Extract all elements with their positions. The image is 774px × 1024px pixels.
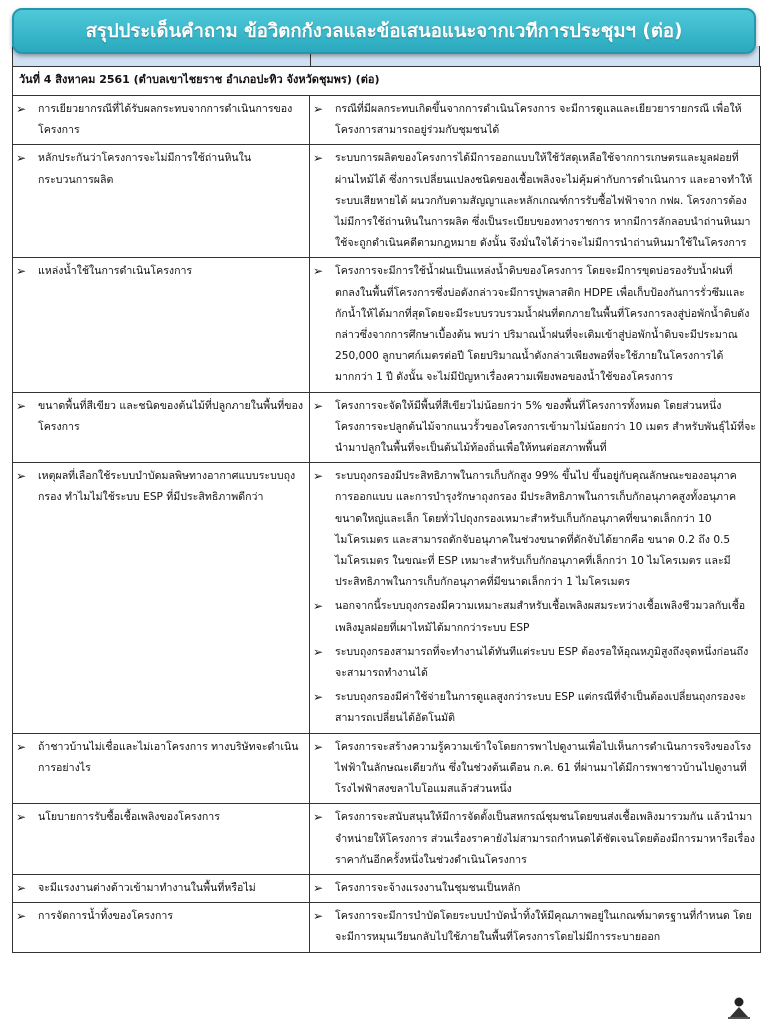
- answer-item: [310, 804, 760, 874]
- answer-cell: [310, 804, 761, 875]
- arrow-bullet-icon: ➢: [16, 469, 27, 484]
- question-cell: [13, 903, 310, 952]
- answer-item: [310, 393, 760, 463]
- answer-text: โครงการจะมีการใช้น้ำฝนเป็นแหล่งน้ำดิบของโครงการ โดยจะมีการขุดบ่อรองรับน้ำฝนที่ตกลงในพื้นที่โครงการซึ่งบ่อดังกล่าวจะมีการปูพลาสติก HDPE เพื่อเก็บป้องกันการรั่วซึมและกักน้ำให้ได้มากที่สุดโดยจะมีระบบรวบรวมน้ำฝนที่ตกภายในพื้นที่โครงการลงสู่บ่อพักน้ำดิบดังกล่าวซึ่งจากการศึกษาเบื้องต้น พบว่า ปริมาณน้ำฝนที่จะเติมเข้าสู่บ่อพักน้ำดิบจะมีประมาณ 250,000 ลูกบาศก์เมตรต่อปี โดยปริมาณน้ำดังกล่าวเพียงพอที่จะใช้ภายในโครงการได้มากกว่า 1 ปี ดังนั้น จะไม่มีปัญหาเรื่องความเพียงพอของน้ำใช้ของโครงการ: [335, 265, 750, 384]
- answer-item: [310, 734, 760, 804]
- answer-text: โครงการจะสร้างความรู้ความเข้าใจโดยการพาไปดูงานเพื่อไปเห็นการดำเนินการจริงของโรงไฟฟ้าในลักษณะเดียวกัน ซึ่งในช่วงต้นเดือน ก.ค. 61 ที่ผ่านมาได้มีการพาชาวบ้านไปดูงานที่โรงไฟฟ้าสงขลาไบโอแมสแล้วส่วนหนึ่ง: [335, 740, 752, 796]
- answer-text: โครงการจะสนับสนุนให้มีการจัดตั้งเป็นสหกรณ์ชุมชนโดยขนส่งเชื้อเพลิงมารวมกัน แล้วนำมาจำหน่ายให้โครงการ ส่วนเรื่องราคายังไม่สามารถกำหนดได้ชัดเจนโดยต้องมีการมาหารือเรื่องราคากันอีกครั้งหนึ่งในช่วงดำเนินโครงการ: [335, 811, 755, 866]
- question-cell: [13, 392, 310, 463]
- answer-text: ระบบการผลิตของโครงการได้มีการออกแบบให้ใช้วัสดุเหลือใช้จากการเกษตรและมูลฝอยที่ผ่านไหม้ได้ ซึ่งการเปลี่ยนแปลงชนิดของเชื้อเพลิงจะไม่คุ้มค่ากับการดำเนินการ และอาจทำให้ระบบเสียหายได้ ผนวกกับตามสัญญาและหลักเกณฑ์การรับซื้อไฟฟ้าจาก กฟผ. โครงการต้องไม่มีการใช้ถ่านหินในการผลิต ซึ่งเป็นระเบียบของทางราชการ หากมีการลักลอบนำถ่านหินมาใช้จะถูกดำเนินคดีตามกฎหมาย ดังนั้น จึงมั่นใจได้ว่าจะไม่มีการนำถ่านหินมาใช้ในโครงการ: [335, 152, 753, 250]
- answer-item: [310, 687, 760, 732]
- answer-cell: [310, 463, 761, 733]
- arrow-bullet-icon: ➢: [313, 880, 324, 895]
- question-cell: [13, 145, 310, 258]
- table-row: [13, 392, 761, 463]
- question-text: เหตุผลที่เลือกใช้ระบบบำบัดมลพิษทางอากาศแบบระบบถุงกรอง ทำไมไม่ใช้ระบบ ESP ที่มีประสิทธิภาพดีกว่า: [38, 470, 296, 504]
- arrow-bullet-icon: ➢: [313, 739, 324, 754]
- arrow-bullet-icon: ➢: [16, 151, 27, 166]
- question-cell: [13, 96, 310, 145]
- question-cell: [13, 804, 310, 875]
- arrow-bullet-icon: ➢: [16, 909, 27, 924]
- question-text: แหล่งน้ำใช้ในการดำเนินโครงการ: [38, 265, 193, 278]
- table-row: [13, 258, 761, 392]
- title-banner: [12, 8, 756, 54]
- table-row: [13, 733, 761, 804]
- answer-text: ระบบถุงกรองมีค่าใช้จ่ายในการดูแลสูงกว่าระบบ ESP แต่กรณีที่จำเป็นต้องเปลี่ยนถุงกรองจะสามารถเปลี่ยนได้อัตโนมัติ: [335, 691, 746, 725]
- answer-text: ระบบถุงกรองสามารถที่จะทำงานได้ทันทีแต่ระบบ ESP ต้องรอให้อุณหภูมิสูงถึงจุดหนึ่งก่อนถึงจะสามารถทำงานได้: [335, 645, 749, 680]
- table-row: [13, 463, 761, 733]
- question-text: ขนาดพื้นที่สีเขียว และชนิดของต้นไม้ที่ปลูกภายในพื้นที่ของโครงการ: [38, 399, 304, 433]
- answer-cell: [310, 392, 761, 463]
- table-row: [13, 96, 761, 145]
- question-cell: [13, 874, 310, 902]
- question-text: จะมีแรงงานต่างด้าวเข้ามาทำงานในพื้นที่หรือไม่: [38, 881, 256, 894]
- section-row: [13, 67, 761, 96]
- answer-item: [310, 145, 760, 257]
- arrow-bullet-icon: ➢: [313, 469, 324, 484]
- company-logo-icon: [726, 996, 752, 1020]
- answer-cell: [310, 258, 761, 392]
- answer-item: [310, 903, 760, 951]
- arrow-bullet-icon: ➢: [313, 909, 324, 924]
- arrow-bullet-icon: ➢: [16, 102, 27, 116]
- arrow-bullet-icon: ➢: [313, 398, 324, 413]
- answer-item: [310, 596, 760, 641]
- question-cell: [13, 463, 310, 733]
- answer-cell: [310, 874, 761, 902]
- answer-text: โครงการจะมีการบำบัดโดยระบบบำบัดน้ำทิ้งให้มีคุณภาพอยู่ในเกณฑ์มาตรฐานที่กำหนด โดยจะมีการหมุนเวียนกลับไปใช้ภายในพื้นที่โครงการโดยไม่มีการระบายออก: [335, 910, 752, 944]
- answer-text: กรณีที่มีผลกระทบเกิดขึ้นจากการดำเนินโครงการ จะมีการดูแลและเยียวยารายกรณี เพื่อให้โครงการสามารถอยู่ร่วมกับชุมชนได้: [335, 103, 742, 137]
- section-label: วันที่ 4 สิงหาคม 2561 (ตำบลเขาไชยราช อำเภอปะทิว จังหวัดชุมพร) (ต่อ): [13, 67, 761, 96]
- answer-text: นอกจากนี้ระบบถุงกรองมีความเหมาะสมสำหรับเชื้อเพลิงผสมระหว่างเชื้อเพลิงชีวมวลกับเชื้อเพลิงมูลฝอยที่เผาไหม้ได้มากกว่าระบบ ESP: [335, 600, 746, 634]
- arrow-bullet-icon: ➢: [313, 151, 324, 166]
- question-text: หลักประกันว่าโครงการจะไม่มีการใช้ถ่านหินในกระบวนการผลิต: [38, 152, 252, 186]
- table-row: [13, 903, 761, 952]
- question-text: นโยบายการรับซื้อเชื้อเพลิงของโครงการ: [38, 811, 220, 824]
- question-cell: [13, 258, 310, 392]
- answer-cell: [310, 733, 761, 804]
- answer-item: [310, 96, 760, 144]
- arrow-bullet-icon: ➢: [313, 810, 324, 825]
- arrow-bullet-icon: ➢: [313, 102, 324, 116]
- answer-text: โครงการจะจ้างแรงงานในชุมชนเป็นหลัก: [335, 881, 521, 894]
- arrow-bullet-icon: ➢: [16, 264, 27, 279]
- answer-text: โครงการจะจัดให้มีพื้นที่สีเขียวไม่น้อยกว่า 5% ของพื้นที่โครงการทั้งหมด โดยส่วนหนึ่งโครงการจะปลูกต้นไม้จากแนวรั้วของโครงการเข้ามาไม่น้อยกว่า 10 เมตร สำหรับพันธุ์ไม้ที่จะนำมาปลูกในพื้นที่จะเป็นต้นไม้ท้องถิ่นเพื่อให้ทนต่อสภาพพื้นที่: [335, 399, 756, 455]
- question-text: การเยียวยากรณีที่ได้รับผลกระทบจากการดำเนินการของโครงการ: [38, 103, 293, 137]
- question-text: การจัดการน้ำทิ้งของโครงการ: [38, 910, 174, 923]
- question-cell: [13, 733, 310, 804]
- question-text: ถ้าชาวบ้านไม่เชื่อและไม่เอาโครงการ ทางบริษัทจะดำเนินการอย่างไร: [38, 740, 299, 774]
- arrow-bullet-icon: ➢: [16, 739, 27, 754]
- arrow-bullet-icon: ➢: [313, 264, 324, 279]
- answer-item: [310, 463, 760, 596]
- table-row: [13, 804, 761, 875]
- answer-item: [310, 875, 760, 902]
- arrow-bullet-icon: ➢: [313, 644, 324, 659]
- table-row: [13, 874, 761, 902]
- arrow-bullet-icon: ➢: [16, 880, 27, 895]
- arrow-bullet-icon: ➢: [313, 690, 324, 705]
- answer-item: [310, 258, 760, 391]
- answer-item: [310, 642, 760, 687]
- page-title: สรุปประเด็นคำถาม ข้อวิตกกังวลและข้อเสนอแนะจากเวทีการประชุมฯ (ต่อ): [85, 20, 683, 42]
- arrow-bullet-icon: ➢: [16, 810, 27, 825]
- answer-text: ระบบถุงกรองมีประสิทธิภาพในการเก็บกักสูง 99% ขึ้นไป ขึ้นอยู่กับคุณลักษณะของอนุภาค การออกแบบ และการบำรุงรักษาถุงกรอง มีประสิทธิภาพในการเก็บกักอนุภาคสูงทั้งอนุภาคขนาดใหญ่และเล็ก โดยทั่วไปถุงกรองเหมาะสำหรับเก็บกักอนุภาคที่ขนาดเล็กกว่า 10 ไมโครเมตร และสามารถดักจับอนุภาคในช่วงขนาดที่ดักจับได้ยากคือ ขนาด 0.2 ถึง 0.5 ไมโครเมตร ในขณะที่ ESP เหมาะสำหรับเก็บกักอนุภาคที่เล็กกว่า 10 ไมโครเมตร และมีประสิทธิภาพในการเก็บกักอนุภาคที่มีขนาดเล็กกว่า 1 ไมโครเมตร: [335, 470, 737, 589]
- qa-table: [12, 66, 761, 953]
- table-row: [13, 145, 761, 258]
- arrow-bullet-icon: ➢: [16, 398, 27, 413]
- arrow-bullet-icon: ➢: [313, 599, 324, 614]
- answer-cell: [310, 145, 761, 258]
- answer-cell: [310, 96, 761, 145]
- answer-cell: [310, 903, 761, 952]
